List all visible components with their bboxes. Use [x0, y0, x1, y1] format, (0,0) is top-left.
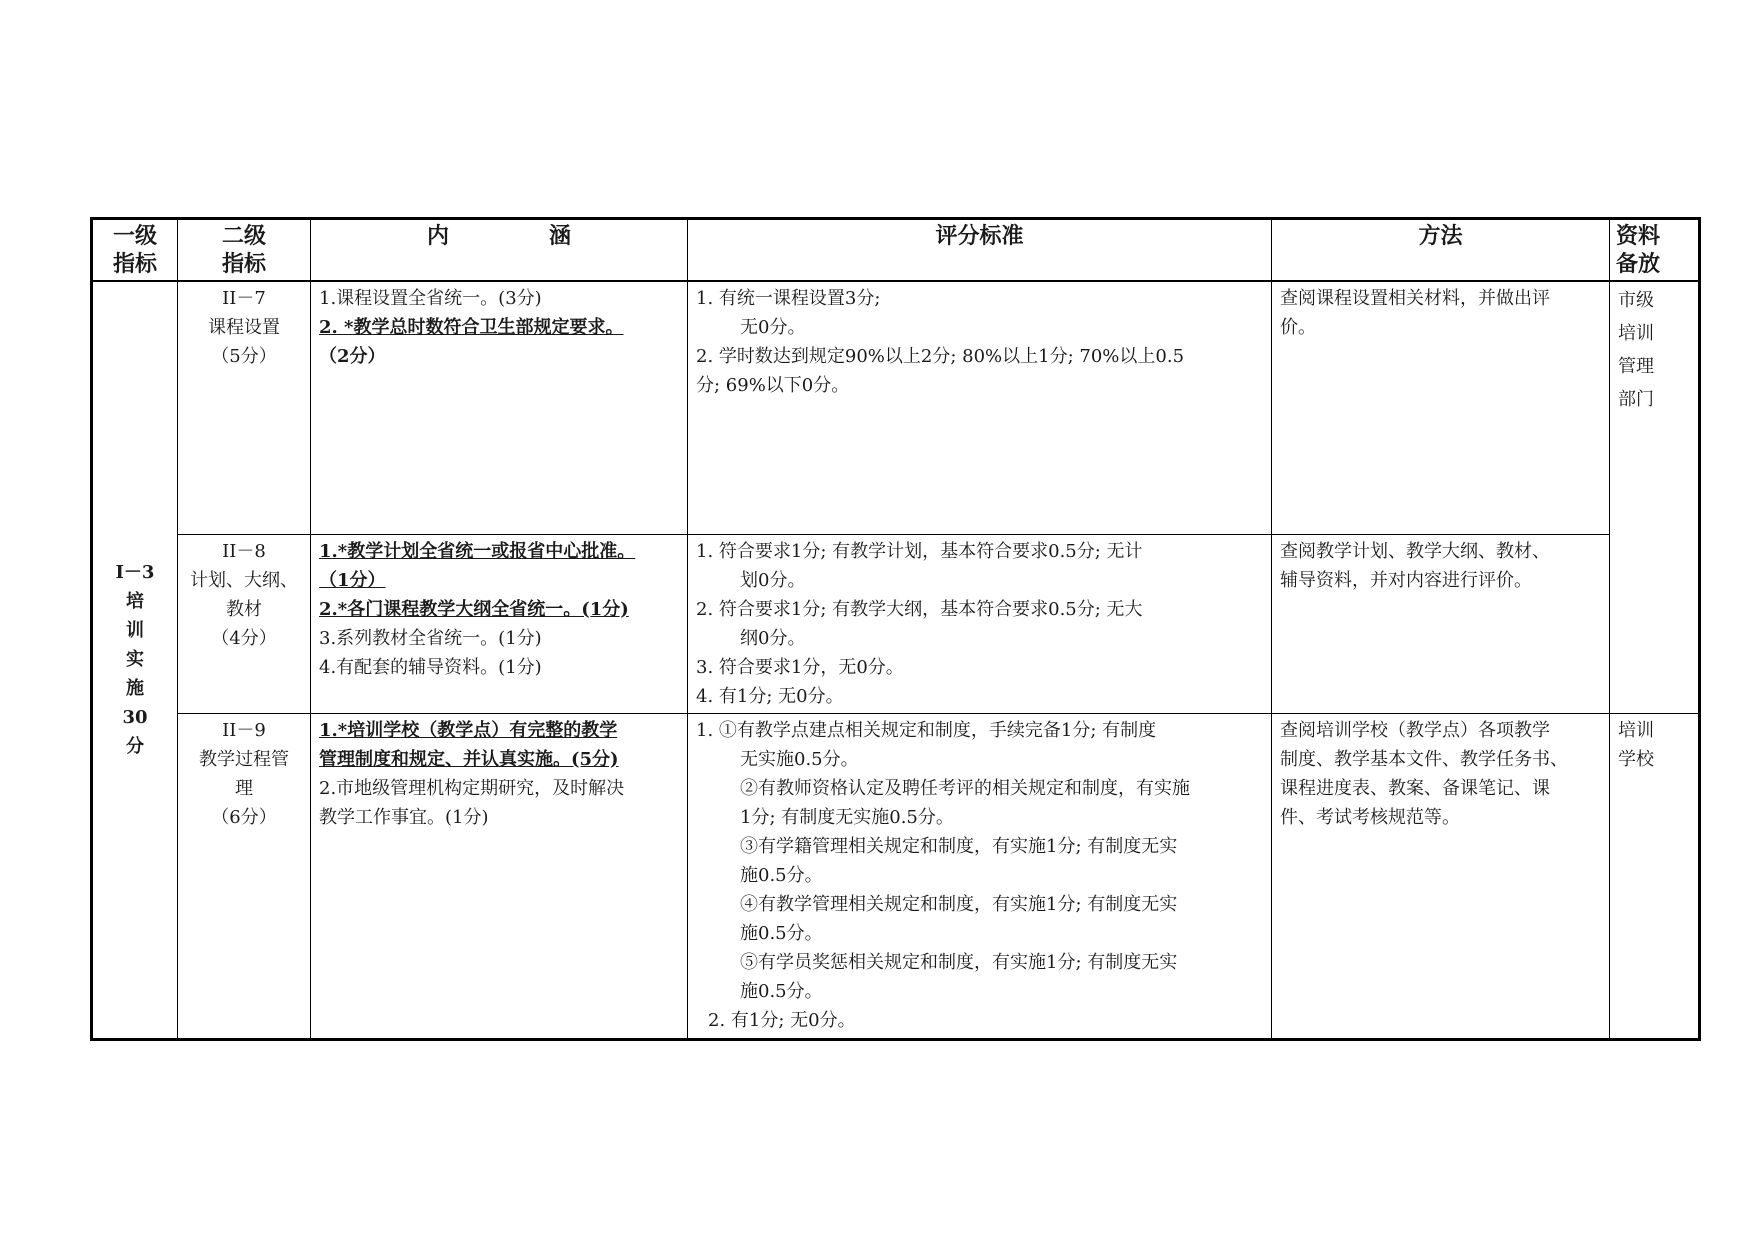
- content-line: 3.系列教材全省统一。(1分): [319, 627, 542, 649]
- level1-index-line: 实: [126, 649, 144, 671]
- header-archive-line: 资料: [1616, 223, 1661, 249]
- level2-line: （6分）: [211, 806, 277, 828]
- method-line: 价。: [1280, 317, 1316, 338]
- header-level2: [178, 219, 311, 282]
- method-line: 查阅课程设置相关材料，并做出评: [1280, 288, 1550, 309]
- level1-index-line: I－3: [115, 562, 155, 584]
- criteria-line: 1分; 有制度无实施0.5分。: [740, 806, 954, 828]
- criteria-line: 3. 符合要求1分，无0分。: [696, 656, 904, 678]
- archive-line: 部门: [1618, 389, 1654, 410]
- criteria-cell: [688, 281, 1272, 534]
- content-line: 1.课程设置全省统一。(3分): [319, 288, 542, 309]
- criteria-line: 2. 学时数达到规定90%以上2分; 80%以上1分; 70%以上0.5: [696, 346, 1185, 367]
- content-line-bold: （2分）: [319, 346, 386, 367]
- content-line-bold: 1.*教学计划全省统一或报省中心批准。: [319, 540, 636, 562]
- archive-line: 市级: [1618, 290, 1654, 311]
- criteria-line: ②有教师资格认定及聘任考评的相关规定和制度，有实施: [740, 777, 1190, 799]
- method-cell: [1272, 281, 1610, 534]
- archive-cell: [1610, 281, 1700, 713]
- criteria-cell: [688, 534, 1272, 713]
- archive-line: 培训: [1618, 323, 1654, 344]
- criteria-line: 4. 有1分; 无0分。: [696, 685, 844, 707]
- content-line-bold: （1分）: [319, 569, 386, 591]
- criteria-line: 1. ①有教学点建点相关规定和制度，手续完备1分; 有制度: [696, 719, 1157, 741]
- header-level2-line: 指标: [221, 251, 266, 277]
- criteria-line: 施0.5分。: [740, 980, 823, 1002]
- archive-line: 管理: [1618, 356, 1654, 377]
- evaluation-table: [90, 217, 1701, 1041]
- level2-line: 教材: [226, 598, 262, 620]
- header-archive: [1610, 219, 1700, 282]
- method-line: 课程进度表、教案、备课笔记、课: [1280, 777, 1550, 799]
- criteria-line: 无实施0.5分。: [740, 748, 859, 770]
- method-line: 查阅教学计划、教学大纲、教材、: [1280, 540, 1550, 562]
- level2-line: 计划、大纲、: [190, 569, 298, 591]
- criteria-line: 分; 69%以下0分。: [696, 375, 850, 396]
- header-content-a: 内: [426, 223, 449, 249]
- level2-cell: [178, 534, 311, 713]
- header-level2-line: 二级: [221, 223, 266, 249]
- criteria-line: 1. 有统一课程设置3分;: [696, 288, 881, 309]
- header-level1-line: 一级: [112, 223, 157, 249]
- archive-cell: [1610, 713, 1700, 1039]
- header-criteria: 评分标准: [688, 219, 1272, 282]
- criteria-line: 划0分。: [740, 569, 806, 591]
- criteria-line: 纲0分。: [740, 627, 806, 649]
- level2-line: （5分）: [211, 346, 277, 367]
- criteria-line: ③有学籍管理相关规定和制度，有实施1分; 有制度无实: [740, 835, 1178, 857]
- method-cell: [1272, 534, 1610, 713]
- level2-line: II－7: [222, 288, 266, 309]
- header-level1: [92, 219, 178, 282]
- method-cell: [1272, 713, 1610, 1039]
- criteria-line: ⑤有学员奖惩相关规定和制度，有实施1分; 有制度无实: [740, 951, 1178, 973]
- archive-line: 学校: [1618, 748, 1654, 770]
- level1-index-line: 培: [126, 591, 144, 613]
- content-cell: [311, 713, 688, 1039]
- level2-line: 教学过程管: [199, 748, 289, 770]
- criteria-line: 无0分。: [740, 317, 806, 338]
- content-cell: [311, 534, 688, 713]
- content-line-bold: 管理制度和规定、并认真实施。(5分): [319, 748, 619, 770]
- level1-index-line: 分: [126, 736, 144, 758]
- archive-line: 培训: [1618, 719, 1654, 741]
- header-row: [92, 219, 1700, 282]
- table-row: [92, 534, 1700, 713]
- content-line-bold: 2. *教学总时数符合卫生部规定要求。: [319, 317, 624, 338]
- criteria-line: ④有教学管理相关规定和制度，有实施1分; 有制度无实: [740, 893, 1178, 915]
- method-line: 件、考试考核规范等。: [1280, 806, 1460, 828]
- level2-cell: [178, 713, 311, 1039]
- level1-index-line: 30: [122, 707, 148, 729]
- level2-line: （4分）: [211, 627, 277, 649]
- content-line: 教学工作事宜。(1分): [319, 806, 489, 828]
- method-line: 制度、教学基本文件、教学任务书、: [1280, 748, 1568, 770]
- header-level1-line: 指标: [112, 251, 157, 277]
- content-line-bold: 1.*培训学校（教学点）有完整的教学: [319, 719, 618, 741]
- level1-index-cell: [92, 281, 178, 1039]
- level1-index-line: 训: [126, 620, 144, 642]
- method-line: 查阅培训学校（教学点）各项教学: [1280, 719, 1550, 741]
- header-content: [311, 219, 688, 282]
- table-row: [92, 281, 1700, 534]
- level2-line: 课程设置: [208, 317, 280, 338]
- level2-line: II－9: [222, 719, 266, 741]
- header-archive-line: 备放: [1616, 251, 1661, 277]
- criteria-line: 施0.5分。: [740, 864, 823, 886]
- content-line: 2.市地级管理机构定期研究，及时解决: [319, 777, 625, 799]
- level2-cell: [178, 281, 311, 534]
- level2-line: 理: [235, 777, 253, 799]
- criteria-cell: [688, 713, 1272, 1039]
- level1-index-line: 施: [126, 678, 144, 700]
- content-line: 4.有配套的辅导资料。(1分): [319, 656, 542, 678]
- content-cell: [311, 281, 688, 534]
- header-content-b: 涵: [548, 223, 571, 249]
- criteria-line: 2. 符合要求1分; 有教学大纲，基本符合要求0.5分; 无大: [696, 598, 1143, 620]
- method-line: 辅导资料，并对内容进行评价。: [1280, 569, 1532, 591]
- criteria-line: 2. 有1分; 无0分。: [708, 1009, 856, 1031]
- criteria-line: 1. 符合要求1分; 有教学计划，基本符合要求0.5分; 无计: [696, 540, 1143, 562]
- table-row: [92, 713, 1700, 1039]
- content-line-bold: 2.*各门课程教学大纲全省统一。(1分): [319, 598, 629, 620]
- header-method: 方法: [1272, 219, 1610, 282]
- criteria-line: 施0.5分。: [740, 922, 823, 944]
- level2-line: II－8: [222, 540, 266, 562]
